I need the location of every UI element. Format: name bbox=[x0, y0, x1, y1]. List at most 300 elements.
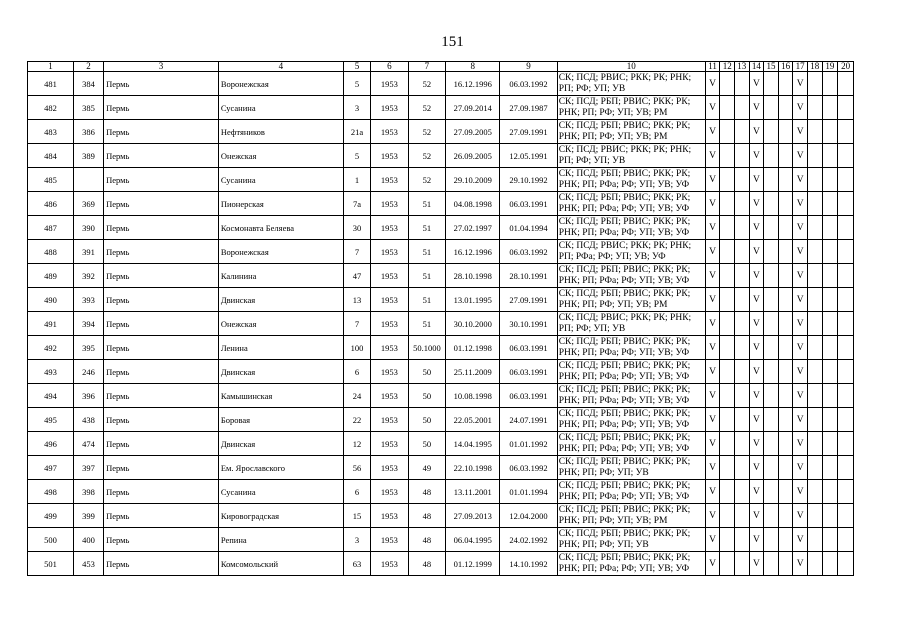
mark-cell-19 bbox=[822, 168, 838, 192]
mark-cell-14: V bbox=[749, 120, 764, 144]
row-number: 498 bbox=[28, 480, 74, 504]
table-row bbox=[28, 216, 854, 240]
mark-cell-14: V bbox=[749, 504, 764, 528]
mark-cell-12 bbox=[720, 288, 735, 312]
mark-cell-20 bbox=[838, 336, 854, 360]
mark-cell-15 bbox=[764, 72, 779, 96]
mark-cell-12 bbox=[720, 384, 735, 408]
mark-cell-15 bbox=[764, 120, 779, 144]
mark-cell-18 bbox=[807, 504, 822, 528]
mark-cell-15 bbox=[764, 216, 779, 240]
mark-cell-12 bbox=[720, 192, 735, 216]
city-cell: Пермь bbox=[104, 552, 219, 576]
column-header-5: 5 bbox=[343, 62, 370, 72]
date1-cell: 30.10.2000 bbox=[446, 312, 500, 336]
mark-cell-14: V bbox=[749, 552, 764, 576]
mark-cell-12 bbox=[720, 552, 735, 576]
mark-cell-11: V bbox=[705, 72, 720, 96]
record-id: 391 bbox=[73, 240, 103, 264]
street-cell: Двинская bbox=[218, 360, 343, 384]
city-cell: Пермь bbox=[104, 408, 219, 432]
date1-cell: 28.10.1998 bbox=[446, 264, 500, 288]
col7-cell: 48 bbox=[408, 552, 446, 576]
mark-cell-13 bbox=[735, 360, 750, 384]
mark-cell-20 bbox=[838, 192, 854, 216]
mark-cell-12 bbox=[720, 120, 735, 144]
mark-cell-14: V bbox=[749, 240, 764, 264]
year-cell: 1953 bbox=[371, 216, 409, 240]
codes-cell: СК; ПСД; РБП; РВИС; РКК; РК; РНК; РП; РФ; УП; УВ bbox=[557, 528, 705, 552]
street-cell: Воронежская bbox=[218, 240, 343, 264]
mark-cell-16 bbox=[778, 144, 793, 168]
house-number: 7а bbox=[343, 192, 370, 216]
codes-cell: СК; ПСД; РБП; РВИС; РКК; РК; РНК; РП; РФ; УП; УВ; РМ bbox=[557, 504, 705, 528]
row-number: 482 bbox=[28, 96, 74, 120]
mark-cell-11: V bbox=[705, 216, 720, 240]
city-cell: Пермь bbox=[104, 144, 219, 168]
table-row bbox=[28, 552, 854, 576]
date2-cell: 14.10.1992 bbox=[500, 552, 557, 576]
mark-cell-14: V bbox=[749, 264, 764, 288]
street-cell: Калинина bbox=[218, 264, 343, 288]
row-number: 488 bbox=[28, 240, 74, 264]
mark-cell-20 bbox=[838, 120, 854, 144]
house-number: 3 bbox=[343, 96, 370, 120]
col7-cell: 49 bbox=[408, 456, 446, 480]
mark-cell-11: V bbox=[705, 264, 720, 288]
mark-cell-19 bbox=[822, 432, 838, 456]
mark-cell-14: V bbox=[749, 144, 764, 168]
street-cell: Комсомольский bbox=[218, 552, 343, 576]
mark-cell-15 bbox=[764, 96, 779, 120]
year-cell: 1953 bbox=[371, 240, 409, 264]
row-number: 496 bbox=[28, 432, 74, 456]
mark-cell-18 bbox=[807, 312, 822, 336]
mark-cell-20 bbox=[838, 504, 854, 528]
table-row bbox=[28, 408, 854, 432]
mark-cell-17: V bbox=[793, 336, 808, 360]
table-row bbox=[28, 312, 854, 336]
codes-cell: СК; ПСД; РБП; РВИС; РКК; РК; РНК; РП; РФа; РФ; УП; УВ; УФ bbox=[557, 408, 705, 432]
record-id: 396 bbox=[73, 384, 103, 408]
row-number: 485 bbox=[28, 168, 74, 192]
codes-cell: СК; ПСД; РБП; РВИС; РКК; РК; РНК; РП; РФа; РФ; УП; УВ; УФ bbox=[557, 264, 705, 288]
date1-cell: 22.10.1998 bbox=[446, 456, 500, 480]
year-cell: 1953 bbox=[371, 96, 409, 120]
table-row bbox=[28, 528, 854, 552]
mark-cell-16 bbox=[778, 192, 793, 216]
mark-cell-19 bbox=[822, 120, 838, 144]
mark-cell-20 bbox=[838, 72, 854, 96]
mark-cell-19 bbox=[822, 384, 838, 408]
mark-cell-15 bbox=[764, 408, 779, 432]
city-cell: Пермь bbox=[104, 432, 219, 456]
codes-cell: СК; ПСД; РВИС; РКК; РК; РНК; РП; РФ; УП; УВ bbox=[557, 312, 705, 336]
mark-cell-20 bbox=[838, 216, 854, 240]
column-header-13: 13 bbox=[735, 62, 750, 72]
mark-cell-17: V bbox=[793, 504, 808, 528]
mark-cell-17: V bbox=[793, 480, 808, 504]
table-row bbox=[28, 72, 854, 96]
mark-cell-20 bbox=[838, 456, 854, 480]
row-number: 486 bbox=[28, 192, 74, 216]
street-cell: Двинская bbox=[218, 432, 343, 456]
table-row bbox=[28, 288, 854, 312]
mark-cell-19 bbox=[822, 552, 838, 576]
col7-cell: 50 bbox=[408, 384, 446, 408]
mark-cell-18 bbox=[807, 72, 822, 96]
mark-cell-19 bbox=[822, 216, 838, 240]
city-cell: Пермь bbox=[104, 384, 219, 408]
mark-cell-17: V bbox=[793, 240, 808, 264]
date2-cell: 06.03.1991 bbox=[500, 360, 557, 384]
mark-cell-15 bbox=[764, 312, 779, 336]
street-cell: Кировоградская bbox=[218, 504, 343, 528]
column-header-11: 11 bbox=[705, 62, 720, 72]
mark-cell-15 bbox=[764, 528, 779, 552]
col7-cell: 51 bbox=[408, 288, 446, 312]
house-number: 6 bbox=[343, 480, 370, 504]
mark-cell-18 bbox=[807, 408, 822, 432]
house-number: 13 bbox=[343, 288, 370, 312]
mark-cell-14: V bbox=[749, 288, 764, 312]
mark-cell-11: V bbox=[705, 120, 720, 144]
date1-cell: 29.10.2009 bbox=[446, 168, 500, 192]
mark-cell-18 bbox=[807, 288, 822, 312]
house-number: 47 bbox=[343, 264, 370, 288]
codes-cell: СК; ПСД; РБП; РВИС; РКК; РК; РНК; РП; РФа; РФ; УП; УВ; УФ bbox=[557, 216, 705, 240]
mark-cell-18 bbox=[807, 240, 822, 264]
col7-cell: 50.1000 bbox=[408, 336, 446, 360]
street-cell: Ем. Ярославского bbox=[218, 456, 343, 480]
codes-cell: СК; ПСД; РБП; РВИС; РКК; РК; РНК; РП; РФ; УП; УВ bbox=[557, 456, 705, 480]
column-header-19: 19 bbox=[822, 62, 838, 72]
col7-cell: 51 bbox=[408, 216, 446, 240]
record-id: 390 bbox=[73, 216, 103, 240]
house-number: 30 bbox=[343, 216, 370, 240]
date2-cell: 28.10.1991 bbox=[500, 264, 557, 288]
mark-cell-16 bbox=[778, 288, 793, 312]
record-id: 453 bbox=[73, 552, 103, 576]
table-row bbox=[28, 96, 854, 120]
column-header-9: 9 bbox=[500, 62, 557, 72]
mark-cell-11: V bbox=[705, 552, 720, 576]
col7-cell: 52 bbox=[408, 120, 446, 144]
col7-cell: 51 bbox=[408, 312, 446, 336]
mark-cell-17: V bbox=[793, 72, 808, 96]
year-cell: 1953 bbox=[371, 144, 409, 168]
column-header-16: 16 bbox=[778, 62, 793, 72]
mark-cell-11: V bbox=[705, 384, 720, 408]
date1-cell: 01.12.1998 bbox=[446, 336, 500, 360]
house-number: 24 bbox=[343, 384, 370, 408]
mark-cell-11: V bbox=[705, 432, 720, 456]
date1-cell: 14.04.1995 bbox=[446, 432, 500, 456]
mark-cell-14: V bbox=[749, 192, 764, 216]
year-cell: 1953 bbox=[371, 288, 409, 312]
codes-cell: СК; ПСД; РБП; РВИС; РКК; РК; РНК; РП; РФа; РФ; УП; УВ; УФ bbox=[557, 432, 705, 456]
mark-cell-13 bbox=[735, 264, 750, 288]
record-id: 399 bbox=[73, 504, 103, 528]
house-number: 1 bbox=[343, 168, 370, 192]
mark-cell-14: V bbox=[749, 480, 764, 504]
mark-cell-12 bbox=[720, 480, 735, 504]
col7-cell: 50 bbox=[408, 408, 446, 432]
mark-cell-14: V bbox=[749, 216, 764, 240]
mark-cell-12 bbox=[720, 528, 735, 552]
codes-cell: СК; ПСД; РБП; РВИС; РКК; РК; РНК; РП; РФа; РФ; УП; УВ; УФ bbox=[557, 552, 705, 576]
street-cell: Сусанина bbox=[218, 96, 343, 120]
mark-cell-17: V bbox=[793, 312, 808, 336]
mark-cell-14: V bbox=[749, 408, 764, 432]
col7-cell: 51 bbox=[408, 192, 446, 216]
page-number: 151 bbox=[441, 34, 464, 50]
mark-cell-20 bbox=[838, 432, 854, 456]
mark-cell-15 bbox=[764, 192, 779, 216]
mark-cell-18 bbox=[807, 432, 822, 456]
mark-cell-13 bbox=[735, 168, 750, 192]
mark-cell-19 bbox=[822, 408, 838, 432]
mark-cell-14: V bbox=[749, 336, 764, 360]
codes-cell: СК; ПСД; РБП; РВИС; РКК; РК; РНК; РП; РФ; УП; УВ; РМ bbox=[557, 120, 705, 144]
record-id: 400 bbox=[73, 528, 103, 552]
mark-cell-17: V bbox=[793, 264, 808, 288]
row-number: 495 bbox=[28, 408, 74, 432]
mark-cell-16 bbox=[778, 504, 793, 528]
codes-cell: СК; ПСД; РБП; РВИС; РКК; РК; РНК; РП; РФа; РФ; УП; УВ; УФ bbox=[557, 336, 705, 360]
table-row bbox=[28, 360, 854, 384]
mark-cell-19 bbox=[822, 480, 838, 504]
row-number: 497 bbox=[28, 456, 74, 480]
date1-cell: 25.11.2009 bbox=[446, 360, 500, 384]
column-header-18: 18 bbox=[807, 62, 822, 72]
record-id: 369 bbox=[73, 192, 103, 216]
mark-cell-20 bbox=[838, 288, 854, 312]
table-row bbox=[28, 432, 854, 456]
mark-cell-13 bbox=[735, 216, 750, 240]
row-number: 493 bbox=[28, 360, 74, 384]
mark-cell-17: V bbox=[793, 408, 808, 432]
mark-cell-14: V bbox=[749, 168, 764, 192]
date2-cell: 24.02.1992 bbox=[500, 528, 557, 552]
house-number: 21а bbox=[343, 120, 370, 144]
column-header-7: 7 bbox=[408, 62, 446, 72]
city-cell: Пермь bbox=[104, 504, 219, 528]
street-cell: Ленина bbox=[218, 336, 343, 360]
col7-cell: 48 bbox=[408, 528, 446, 552]
mark-cell-11: V bbox=[705, 312, 720, 336]
date1-cell: 06.04.1995 bbox=[446, 528, 500, 552]
year-cell: 1953 bbox=[371, 456, 409, 480]
table-body bbox=[28, 72, 854, 576]
col7-cell: 50 bbox=[408, 360, 446, 384]
mark-cell-15 bbox=[764, 288, 779, 312]
mark-cell-17: V bbox=[793, 288, 808, 312]
mark-cell-15 bbox=[764, 264, 779, 288]
mark-cell-13 bbox=[735, 528, 750, 552]
date2-cell: 27.09.1991 bbox=[500, 120, 557, 144]
street-cell: Сусанина bbox=[218, 168, 343, 192]
row-number: 494 bbox=[28, 384, 74, 408]
date2-cell: 29.10.1992 bbox=[500, 168, 557, 192]
street-cell: Пионерская bbox=[218, 192, 343, 216]
year-cell: 1953 bbox=[371, 384, 409, 408]
row-number: 489 bbox=[28, 264, 74, 288]
mark-cell-11: V bbox=[705, 336, 720, 360]
row-number: 500 bbox=[28, 528, 74, 552]
mark-cell-19 bbox=[822, 72, 838, 96]
date1-cell: 01.12.1999 bbox=[446, 552, 500, 576]
mark-cell-13 bbox=[735, 384, 750, 408]
street-cell: Космонавта Беляева bbox=[218, 216, 343, 240]
mark-cell-11: V bbox=[705, 504, 720, 528]
mark-cell-16 bbox=[778, 432, 793, 456]
mark-cell-17: V bbox=[793, 144, 808, 168]
city-cell: Пермь bbox=[104, 360, 219, 384]
year-cell: 1953 bbox=[371, 528, 409, 552]
table-row bbox=[28, 264, 854, 288]
mark-cell-19 bbox=[822, 240, 838, 264]
table-row bbox=[28, 336, 854, 360]
mark-cell-11: V bbox=[705, 192, 720, 216]
mark-cell-17: V bbox=[793, 384, 808, 408]
mark-cell-19 bbox=[822, 528, 838, 552]
date2-cell: 01.04.1994 bbox=[500, 216, 557, 240]
year-cell: 1953 bbox=[371, 408, 409, 432]
mark-cell-15 bbox=[764, 168, 779, 192]
mark-cell-17: V bbox=[793, 192, 808, 216]
mark-cell-17: V bbox=[793, 456, 808, 480]
mark-cell-20 bbox=[838, 168, 854, 192]
house-number: 7 bbox=[343, 240, 370, 264]
mark-cell-18 bbox=[807, 480, 822, 504]
mark-cell-15 bbox=[764, 552, 779, 576]
column-header-6: 6 bbox=[371, 62, 409, 72]
mark-cell-13 bbox=[735, 504, 750, 528]
mark-cell-18 bbox=[807, 360, 822, 384]
row-number: 492 bbox=[28, 336, 74, 360]
record-id: 389 bbox=[73, 144, 103, 168]
column-header-14: 14 bbox=[749, 62, 764, 72]
house-number: 15 bbox=[343, 504, 370, 528]
mark-cell-16 bbox=[778, 264, 793, 288]
mark-cell-13 bbox=[735, 240, 750, 264]
mark-cell-17: V bbox=[793, 168, 808, 192]
mark-cell-11: V bbox=[705, 168, 720, 192]
mark-cell-16 bbox=[778, 456, 793, 480]
mark-cell-12 bbox=[720, 144, 735, 168]
mark-cell-20 bbox=[838, 360, 854, 384]
row-number: 487 bbox=[28, 216, 74, 240]
mark-cell-16 bbox=[778, 312, 793, 336]
mark-cell-12 bbox=[720, 360, 735, 384]
row-number: 501 bbox=[28, 552, 74, 576]
mark-cell-12 bbox=[720, 72, 735, 96]
mark-cell-14: V bbox=[749, 360, 764, 384]
mark-cell-13 bbox=[735, 120, 750, 144]
mark-cell-15 bbox=[764, 360, 779, 384]
mark-cell-19 bbox=[822, 312, 838, 336]
mark-cell-13 bbox=[735, 72, 750, 96]
mark-cell-20 bbox=[838, 144, 854, 168]
mark-cell-17: V bbox=[793, 120, 808, 144]
date2-cell: 01.01.1992 bbox=[500, 432, 557, 456]
date2-cell: 12.05.1991 bbox=[500, 144, 557, 168]
codes-cell: СК; ПСД; РБП; РВИС; РКК; РК; РНК; РП; РФ; УП; УВ; РМ bbox=[557, 96, 705, 120]
column-header-4: 4 bbox=[218, 62, 343, 72]
city-cell: Пермь bbox=[104, 192, 219, 216]
mark-cell-16 bbox=[778, 408, 793, 432]
mark-cell-17: V bbox=[793, 216, 808, 240]
mark-cell-20 bbox=[838, 384, 854, 408]
table-row bbox=[28, 456, 854, 480]
mark-cell-12 bbox=[720, 312, 735, 336]
date1-cell: 13.11.2001 bbox=[446, 480, 500, 504]
mark-cell-17: V bbox=[793, 432, 808, 456]
mark-cell-16 bbox=[778, 552, 793, 576]
city-cell: Пермь bbox=[104, 528, 219, 552]
mark-cell-20 bbox=[838, 312, 854, 336]
column-header-10: 10 bbox=[557, 62, 705, 72]
city-cell: Пермь bbox=[104, 336, 219, 360]
street-cell: Камышинская bbox=[218, 384, 343, 408]
mark-cell-15 bbox=[764, 336, 779, 360]
year-cell: 1953 bbox=[371, 480, 409, 504]
housing-table bbox=[27, 61, 854, 576]
mark-cell-20 bbox=[838, 264, 854, 288]
mark-cell-16 bbox=[778, 360, 793, 384]
mark-cell-13 bbox=[735, 480, 750, 504]
mark-cell-13 bbox=[735, 456, 750, 480]
street-cell: Сусанина bbox=[218, 480, 343, 504]
city-cell: Пермь bbox=[104, 456, 219, 480]
column-header-17: 17 bbox=[793, 62, 808, 72]
mark-cell-16 bbox=[778, 528, 793, 552]
date2-cell: 06.03.1992 bbox=[500, 240, 557, 264]
col7-cell: 48 bbox=[408, 480, 446, 504]
house-number: 6 bbox=[343, 360, 370, 384]
mark-cell-15 bbox=[764, 456, 779, 480]
mark-cell-18 bbox=[807, 528, 822, 552]
city-cell: Пермь bbox=[104, 216, 219, 240]
col7-cell: 48 bbox=[408, 504, 446, 528]
year-cell: 1953 bbox=[371, 432, 409, 456]
record-id: 395 bbox=[73, 336, 103, 360]
date1-cell: 16.12.1996 bbox=[446, 72, 500, 96]
table-row bbox=[28, 168, 854, 192]
col7-cell: 51 bbox=[408, 240, 446, 264]
mark-cell-15 bbox=[764, 432, 779, 456]
mark-cell-15 bbox=[764, 144, 779, 168]
date2-cell: 06.03.1992 bbox=[500, 72, 557, 96]
mark-cell-13 bbox=[735, 552, 750, 576]
col7-cell: 52 bbox=[408, 168, 446, 192]
mark-cell-13 bbox=[735, 432, 750, 456]
mark-cell-19 bbox=[822, 456, 838, 480]
table-row bbox=[28, 192, 854, 216]
house-number: 63 bbox=[343, 552, 370, 576]
mark-cell-16 bbox=[778, 216, 793, 240]
mark-cell-15 bbox=[764, 384, 779, 408]
codes-cell: СК; ПСД; РВИС; РКК; РК; РНК; РП; РФ; УП; УВ bbox=[557, 72, 705, 96]
codes-cell: СК; ПСД; РВИС; РКК; РК; РНК; РП; РФа; РФ; УП; УВ; УФ bbox=[557, 240, 705, 264]
record-id: 438 bbox=[73, 408, 103, 432]
year-cell: 1953 bbox=[371, 264, 409, 288]
mark-cell-11: V bbox=[705, 240, 720, 264]
year-cell: 1953 bbox=[371, 168, 409, 192]
date1-cell: 26.09.2005 bbox=[446, 144, 500, 168]
record-id bbox=[73, 168, 103, 192]
